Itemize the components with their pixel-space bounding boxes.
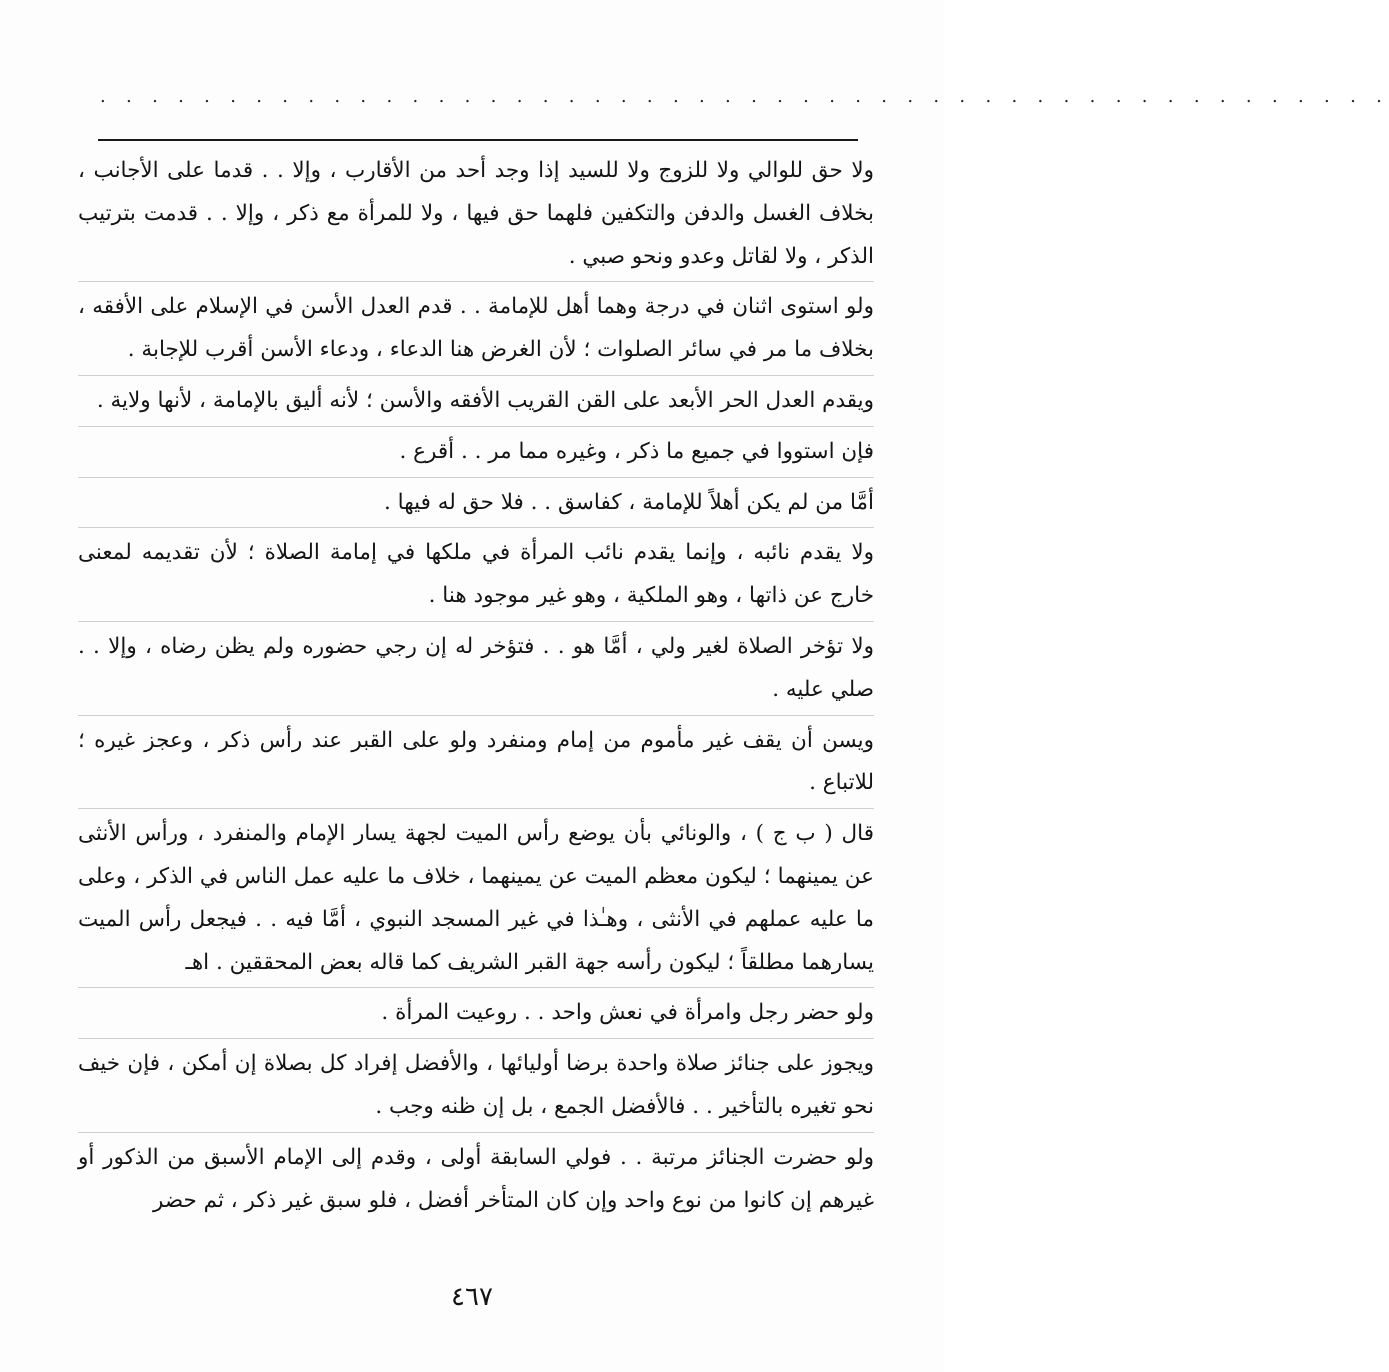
paragraph-divider bbox=[78, 477, 874, 478]
header-rule bbox=[98, 139, 858, 141]
paragraph-divider bbox=[78, 375, 874, 376]
paragraph-divider bbox=[78, 426, 874, 427]
page-number: ٤٦٧ bbox=[451, 1282, 493, 1312]
paragraph-divider bbox=[78, 987, 874, 988]
paragraph: ويجوز على جنائز صلاة واحدة برضا أوليائها ، والأفضل إفراد كل بصلاة إن أمكن ، فإن خيف نحو تغيره بالتأخير . . فالأفضل الجمع ، بل إن ظنه وجب . bbox=[78, 1051, 874, 1119]
header-dotted-line: . . . . . . . . . . . . . . . . . . . . . . . . . . . . . . . . . . . . . . . . . . . . . . . . . . bbox=[100, 86, 1389, 107]
paragraph: أمَّا من لم يكن أهلاً للإمامة ، كفاسق . . فلا حق له فيها . bbox=[384, 489, 874, 515]
paragraph: ولو حضر رجل وامرأة في نعش واحد . . روعيت المرأة . bbox=[381, 1000, 874, 1026]
paragraph-divider bbox=[78, 527, 874, 528]
paragraph: ولو حضرت الجنائز مرتبة . . فولي السابقة أولى ، وقدم إلى الإمام الأسبق من الذكور أو غيرهم إن كانوا من نوع واحد وإن كان المتأخر أفضل ، فلو سبق غير ذكر ، ثم حضر bbox=[78, 1144, 874, 1213]
paragraph-divider bbox=[78, 1038, 874, 1039]
paragraph-divider bbox=[78, 281, 874, 282]
paragraph-divider bbox=[78, 715, 874, 716]
paragraph: ولا تؤخر الصلاة لغير ولي ، أمَّا هو . . فتؤخر له إن رجي حضوره ولم يظن رضاه ، وإلا . . صلي عليه . bbox=[78, 633, 874, 702]
paragraph-divider bbox=[78, 621, 874, 622]
paragraph: ويقدم العدل الحر الأبعد على القن القريب الأفقه والأسن ؛ لأنه أليق بالإمامة ، لأنها ولاية . bbox=[96, 387, 874, 413]
paragraph: ولا يقدم نائبه ، وإنما يقدم نائب المرأة في ملكها في إمامة الصلاة ؛ لأن تقديمه لمعنى خارج عن ذاتها ، وهو الملكية ، وهو غير موجود هنا . bbox=[78, 540, 874, 609]
paragraph: فإن استووا في جميع ما ذكر ، وغيره مما مر . . أقرع . bbox=[399, 438, 874, 464]
paragraph: قال ( ب ج ) ، والونائي بأن يوضع رأس الميت لجهة يسار الإمام والمنفرد ، ورأس الأنثى عن يمينهما ؛ ليكون معظم الميت عن يمينهما ، خلاف ما عليه عمل الناس في الذكر ، وعلى ما عليه عملهم في الأنثى ، وهـٰذا في غير المسجد النبوي ، أمَّا فيه . . فيجعل رأس الميت يسارهما مطلقاً ؛ ليكون رأسه جهة القبر الشريف كما قاله بعض المحققين . اهـ bbox=[78, 821, 874, 975]
paragraph: ويسن أن يقف غير مأموم من إمام ومنفرد ولو على القبر عند رأس ذكر ، وعجز غيره ؛ للاتباع . bbox=[78, 727, 874, 796]
paragraph-divider bbox=[78, 1132, 874, 1133]
page-body bbox=[78, 150, 874, 1222]
paragraph: ولا حق للوالي ولا للزوج ولا للسيد إذا وجد أحد من الأقارب ، وإلا . . قدما على الأجانب ، بخلاف الغسل والدفن والتكفين فلهما حق فيها ، ولا للمرأة مع ذكر ، وإلا . . قدمت بترتيب الذكر ، ولا لقاتل وعدو ونحو صبي . bbox=[78, 158, 874, 269]
paragraph-divider bbox=[78, 808, 874, 809]
paragraph: ولو استوى اثنان في درجة وهما أهل للإمامة . . قدم العدل الأسن في الإسلام على الأفقه ، بخلاف ما مر في سائر الصلوات ؛ لأن الغرض هنا الدعاء ، ودعاء الأسن أقرب للإجابة . bbox=[78, 294, 874, 363]
